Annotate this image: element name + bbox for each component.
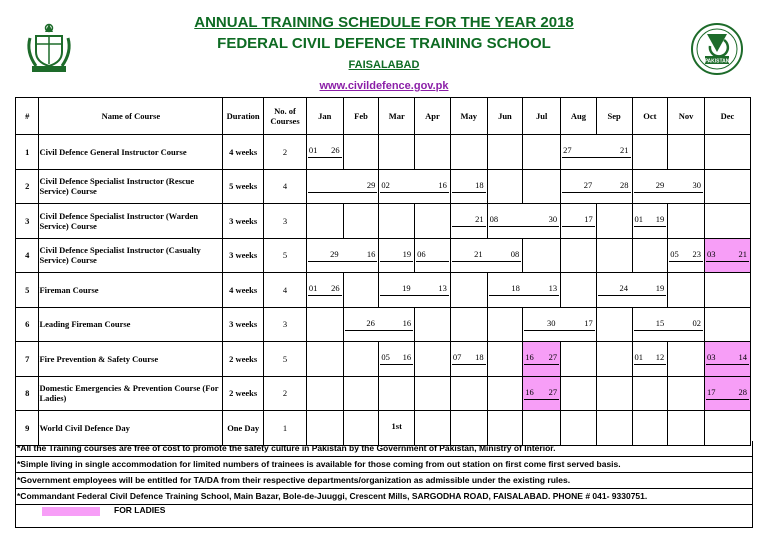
row-number: 4 (16, 238, 39, 273)
schedule-cell (379, 411, 415, 446)
course-count: 3 (264, 204, 307, 239)
empty-month-cell (306, 376, 343, 411)
col-header-num: # (16, 98, 39, 135)
end-date: 18 (475, 352, 484, 362)
schedule-cell (450, 342, 487, 377)
table-row (16, 411, 751, 446)
schedule-cell (306, 238, 378, 273)
note-ta-da: *Government employees will be entitled for TA/DA from their respective departments/organization as admissible under the existing rules. (16, 473, 752, 489)
empty-month-cell (415, 342, 451, 377)
course-name: Civil Defence Specialist Instructor (Rescue Service) Course (39, 169, 223, 204)
course-name: Fire Prevention & Safety Course (39, 342, 223, 377)
date-range (380, 283, 448, 296)
empty-month-cell (704, 204, 750, 239)
date-range (598, 283, 666, 296)
end-date: 13 (548, 283, 558, 293)
empty-month-cell (668, 411, 705, 446)
empty-month-cell (523, 135, 561, 170)
schedule-cell (379, 169, 450, 204)
end-date: 18 (475, 179, 484, 190)
empty-month-cell (306, 307, 343, 342)
empty-month-cell (487, 307, 523, 342)
date-range (634, 180, 703, 193)
col-header-num-courses: No. of Courses (264, 98, 307, 135)
schedule-cell (487, 273, 560, 308)
empty-month-cell (704, 169, 750, 204)
date-range (634, 318, 703, 331)
start-date: 03 (706, 248, 716, 259)
date-range (562, 214, 595, 227)
empty-month-cell (704, 135, 750, 170)
course-count: 2 (264, 135, 307, 170)
date-range (524, 352, 559, 365)
end-date: 21 (475, 214, 484, 224)
empty-month-cell (415, 135, 451, 170)
end-date: 19 (402, 248, 412, 259)
col-header-aug: Aug (561, 98, 597, 135)
course-duration: 4 weeks (223, 135, 264, 170)
end-date: 27 (548, 352, 558, 362)
date-range (308, 180, 377, 193)
end-date: 12 (655, 352, 665, 362)
empty-month-cell (632, 135, 668, 170)
schedule-cell (306, 273, 343, 308)
empty-month-cell (523, 169, 561, 204)
school-city: FAISALABAD (348, 59, 420, 71)
end-date: 16 (438, 179, 447, 190)
date-range (669, 249, 703, 262)
col-header-jul: Jul (523, 98, 561, 135)
date-range (308, 283, 342, 296)
end-date: 19 (402, 283, 411, 293)
empty-month-cell (523, 411, 561, 446)
schedule-cell (306, 135, 343, 170)
empty-month-cell (415, 307, 451, 342)
end-date: 16 (402, 352, 412, 362)
end-date: 28 (620, 179, 629, 190)
empty-month-cell (487, 169, 523, 204)
start-date: 16 (525, 386, 534, 397)
col-header-oct: Oct (632, 98, 668, 135)
empty-month-cell (450, 135, 487, 170)
schedule-cell (561, 204, 597, 239)
schedule-cell (704, 238, 750, 273)
start-date: 16 (525, 352, 534, 362)
course-duration: 2 weeks (223, 342, 264, 377)
end-date: 29 (366, 179, 376, 190)
course-count: 1 (264, 411, 307, 446)
schedule-cell (523, 307, 596, 342)
schedule-cell (632, 307, 704, 342)
table-row (16, 342, 751, 377)
empty-month-cell (632, 411, 668, 446)
schedule-cell (632, 342, 668, 377)
table-row (16, 376, 751, 411)
schedule-cell (632, 204, 668, 239)
end-date: 26 (366, 317, 375, 328)
empty-month-cell (306, 204, 343, 239)
start-date: 05 (381, 352, 390, 362)
end-date: 16 (366, 248, 376, 259)
col-header-feb: Feb (343, 98, 379, 135)
ladies-legend-swatch (42, 507, 100, 516)
end-date: 21 (474, 248, 483, 259)
date-range (524, 387, 559, 400)
end-date: 27 (548, 386, 558, 397)
table-row (16, 307, 751, 342)
empty-month-cell (450, 376, 487, 411)
empty-month-cell (561, 238, 597, 273)
course-duration: 3 weeks (223, 238, 264, 273)
col-header-name: Name of Course (39, 98, 223, 135)
start-date: 01 (308, 145, 318, 155)
schedule-cell (379, 342, 415, 377)
start-date: 01 (634, 352, 643, 362)
empty-month-cell (306, 342, 343, 377)
col-header-sep: Sep (596, 98, 632, 135)
end-date: 08 (510, 248, 520, 259)
start-date: 01 (308, 283, 318, 293)
col-header-may: May (450, 98, 487, 135)
note-accommodation: *Simple living in single accommodation for limited numbers of trainees is available for those coming from out station on first come first served basis. (16, 457, 752, 473)
empty-month-cell (343, 273, 379, 308)
emblem-text: PAKISTAN (704, 58, 730, 65)
empty-month-cell (415, 376, 451, 411)
empty-month-cell (596, 411, 632, 446)
empty-month-cell (450, 307, 487, 342)
end-date: 30 (548, 214, 558, 224)
table-row (16, 238, 751, 273)
page-title: ANNUAL TRAINING SCHEDULE FOR THE YEAR 2018 (194, 14, 574, 31)
end-date: 14 (738, 352, 747, 362)
empty-month-cell (596, 204, 632, 239)
date-range (380, 352, 413, 365)
end-date: 19 (655, 214, 665, 224)
col-header-duration: Duration (223, 98, 264, 135)
col-header-apr: Apr (415, 98, 451, 135)
start-date: 05 (670, 248, 679, 259)
end-date: 28 (738, 386, 747, 397)
date-range (308, 249, 377, 262)
empty-month-cell (343, 342, 379, 377)
end-date: 29 (655, 179, 665, 190)
start-date: 02 (381, 179, 390, 190)
schedule-cell (561, 135, 632, 170)
schedule-cell (596, 273, 667, 308)
course-name: Fireman Course (39, 273, 223, 308)
empty-month-cell (487, 411, 523, 446)
empty-month-cell (668, 376, 705, 411)
end-date: 27 (583, 179, 593, 190)
course-name: Leading Fireman Course (39, 307, 223, 342)
end-date: 19 (655, 283, 665, 293)
schedule-cell (450, 238, 522, 273)
training-schedule-table (15, 97, 751, 446)
course-name: Domestic Emergencies & Prevention Course (For Ladies) (39, 376, 223, 411)
date-range (706, 249, 749, 262)
col-header-nov: Nov (668, 98, 705, 135)
schedule-cell (487, 204, 560, 239)
schedule-cell (450, 204, 487, 239)
row-number: 8 (16, 376, 39, 411)
row-number: 9 (16, 411, 39, 446)
empty-month-cell (561, 411, 597, 446)
schedule-cell (561, 169, 632, 204)
empty-month-cell (596, 376, 632, 411)
empty-month-cell (596, 307, 632, 342)
schedule-cell (415, 238, 451, 273)
end-date: 17 (584, 317, 593, 328)
date-range (562, 145, 630, 158)
start-date: 03 (706, 352, 716, 362)
note-free-courses: *All the Training courses are free of cost to promote the safety culture in Pakistan by the Government of Pakistan, Ministry of Interior. (16, 441, 752, 457)
schedule-cell (704, 342, 750, 377)
date-range (380, 421, 413, 433)
row-number: 6 (16, 307, 39, 342)
empty-month-cell (704, 411, 750, 446)
date-range (524, 318, 594, 331)
date-range (489, 214, 559, 227)
empty-month-cell (561, 273, 597, 308)
end-date: 21 (738, 248, 747, 259)
end-date: 17 (584, 214, 593, 224)
date-range (380, 249, 413, 262)
course-count: 3 (264, 307, 307, 342)
table-row (16, 273, 751, 308)
empty-month-cell (343, 376, 379, 411)
row-number: 2 (16, 169, 39, 204)
empty-month-cell (596, 238, 632, 273)
row-number: 7 (16, 342, 39, 377)
empty-month-cell (450, 273, 487, 308)
event-day: 1st (391, 421, 402, 431)
date-range (380, 180, 448, 193)
notes-section (15, 441, 753, 528)
end-date: 13 (438, 283, 447, 293)
col-header-dec: Dec (704, 98, 750, 135)
schedule-cell (704, 376, 750, 411)
end-date: 24 (619, 283, 628, 293)
civil-defence-emblem-icon (690, 22, 744, 76)
empty-month-cell (487, 342, 523, 377)
end-date: 21 (620, 145, 629, 155)
schedule-cell (379, 238, 415, 273)
course-name: World Civil Defence Day (39, 411, 223, 446)
course-name: Civil Defence Specialist Instructor (Casualty Service) Course (39, 238, 223, 273)
table-header-row (16, 98, 751, 135)
empty-month-cell (668, 342, 705, 377)
empty-month-cell (343, 204, 379, 239)
end-date: 23 (692, 248, 701, 259)
end-date: 29 (330, 248, 339, 259)
ladies-legend-label: FOR LADIES (114, 505, 166, 515)
end-date: 02 (692, 317, 701, 328)
date-range (308, 145, 342, 158)
col-header-mar: Mar (379, 98, 415, 135)
end-date: 16 (402, 317, 412, 328)
empty-month-cell (379, 376, 415, 411)
table-row (16, 135, 751, 170)
table-row (16, 169, 751, 204)
table-row (16, 204, 751, 239)
note-contact-address: *Commandant Federal Civil Defence Training School, Main Bazar, Bole-de-Juuggi, Crescent Mills, SARGODHA ROAD, FAISALABAD. PHONE # 041- 9330751. (16, 489, 752, 505)
empty-month-cell (632, 376, 668, 411)
date-range (452, 214, 486, 227)
website-link[interactable]: www.civildefence.gov.pk (319, 80, 449, 92)
course-count: 2 (264, 376, 307, 411)
schedule-cell (632, 169, 704, 204)
empty-month-cell (596, 342, 632, 377)
date-range (706, 352, 749, 365)
empty-month-cell (415, 204, 451, 239)
course-count: 4 (264, 273, 307, 308)
course-duration: 3 weeks (223, 307, 264, 342)
empty-month-cell (668, 204, 705, 239)
empty-month-cell (523, 238, 561, 273)
schedule-cell (379, 273, 450, 308)
empty-month-cell (343, 135, 379, 170)
date-range (452, 352, 486, 365)
schedule-cell (523, 376, 561, 411)
start-date: 07 (452, 352, 462, 362)
course-count: 4 (264, 169, 307, 204)
course-duration: 4 weeks (223, 273, 264, 308)
course-count: 5 (264, 238, 307, 273)
empty-month-cell (668, 135, 705, 170)
start-date: 06 (417, 248, 426, 259)
start-date: 08 (489, 214, 499, 224)
date-range (634, 352, 667, 365)
row-number: 3 (16, 204, 39, 239)
start-date: 27 (563, 145, 572, 155)
empty-month-cell (450, 411, 487, 446)
course-name: Civil Defence Specialist Instructor (Warden Service) Course (39, 204, 223, 239)
end-date: 30 (547, 317, 556, 328)
schedule-cell (306, 169, 378, 204)
date-range (634, 214, 667, 227)
course-duration: 2 weeks (223, 376, 264, 411)
row-number: 1 (16, 135, 39, 170)
empty-month-cell (487, 135, 523, 170)
empty-month-cell (379, 135, 415, 170)
end-date: 26 (331, 145, 340, 155)
empty-month-cell (306, 411, 343, 446)
empty-month-cell (561, 342, 597, 377)
course-name: Civil Defence General Instructor Course (39, 135, 223, 170)
empty-month-cell (632, 238, 668, 273)
course-count: 5 (264, 342, 307, 377)
empty-month-cell (561, 376, 597, 411)
date-range (489, 283, 559, 296)
date-range (345, 318, 413, 331)
date-range (416, 249, 449, 262)
empty-month-cell (487, 376, 523, 411)
schedule-cell (343, 307, 414, 342)
start-date: 17 (706, 386, 716, 397)
empty-month-cell (415, 411, 451, 446)
empty-month-cell (343, 411, 379, 446)
end-date: 26 (331, 283, 340, 293)
row-number: 5 (16, 273, 39, 308)
course-duration: One Day (223, 411, 264, 446)
date-range (562, 180, 630, 193)
schedule-cell (523, 342, 561, 377)
col-header-jun: Jun (487, 98, 523, 135)
col-header-jan: Jan (306, 98, 343, 135)
course-duration: 5 weeks (223, 169, 264, 204)
end-date: 18 (511, 283, 520, 293)
date-range (452, 180, 486, 193)
empty-month-cell (379, 204, 415, 239)
course-duration: 3 weeks (223, 204, 264, 239)
end-date: 15 (655, 317, 665, 328)
empty-month-cell (704, 273, 750, 308)
empty-month-cell (668, 273, 705, 308)
schedule-cell (668, 238, 705, 273)
end-date: 30 (692, 179, 701, 190)
school-name: FEDERAL CIVIL DEFENCE TRAINING SCHOOL (217, 35, 551, 52)
schedule-cell (450, 169, 487, 204)
date-range (452, 249, 521, 262)
start-date: 01 (634, 214, 643, 224)
date-range (706, 387, 749, 400)
empty-month-cell (704, 307, 750, 342)
